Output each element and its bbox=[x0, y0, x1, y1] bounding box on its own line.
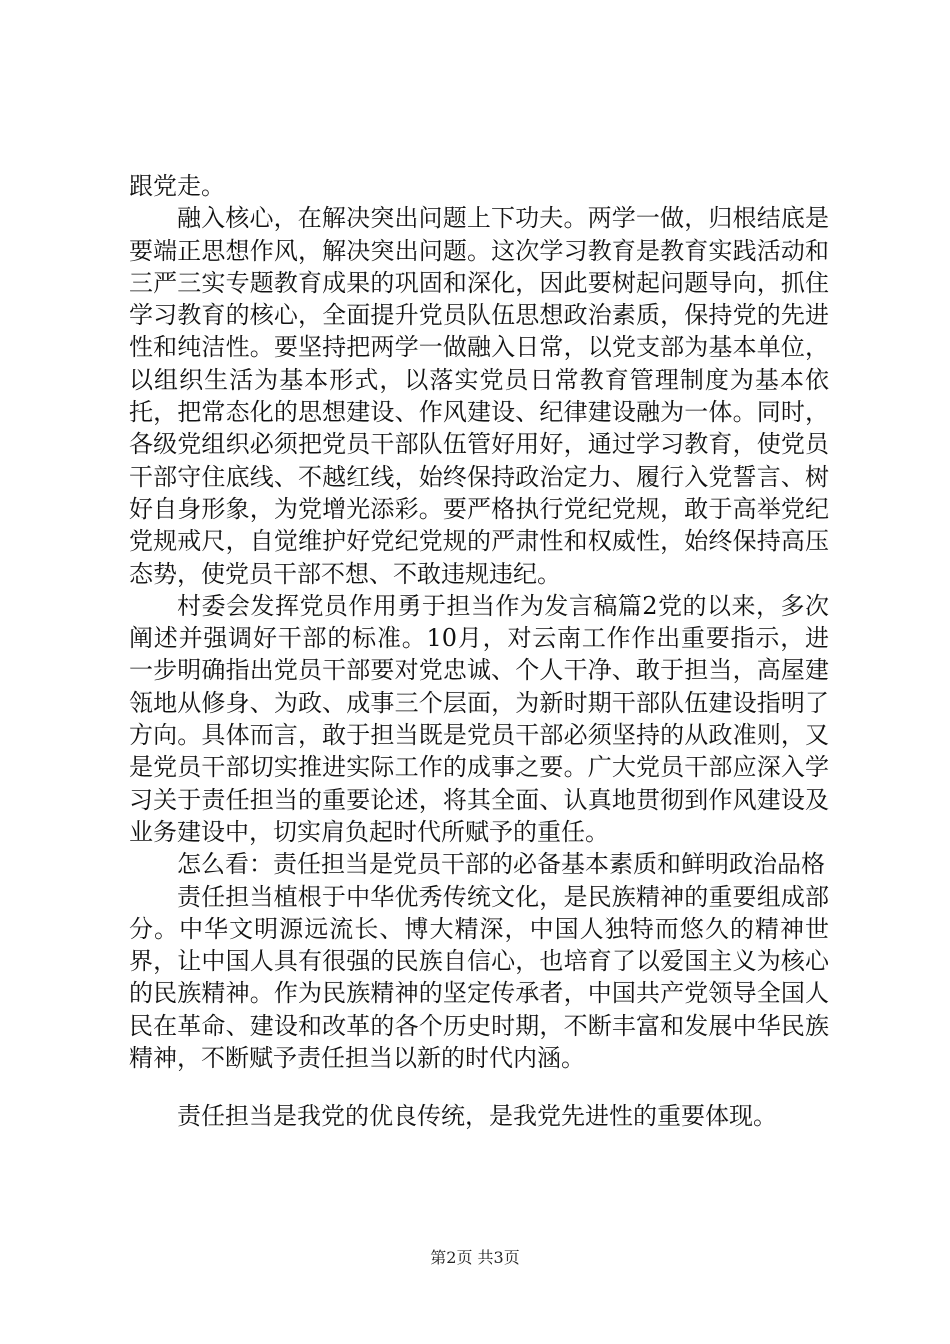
page-number-footer: 第2页 共3页 bbox=[430, 1248, 520, 1267]
document-body bbox=[129, 170, 829, 1133]
section-heading: 怎么看：责任担当是党员干部的必备基本素质和鲜明政治品格 bbox=[177, 850, 825, 879]
paragraph-2: 融入核心，在解决突出问题上下功夫。两学一做，归根结底是要端正思想作风，解决突出问题。这次学习教育是教育实践活动和三严三实专题教育成果的巩固和深化，因此要树起问题导向，抓住学习教育的核心，全面提升党员队伍思想政治素质，保持党的先进性和纯洁性。要坚持把两学一做融入日常，以党支部为基本单位，以组织生活为基本形式，以落实党员日常教育管理制度为基本依托，把常态化的思想建设、作风建设、纪律建设融为一体。同时，各级党组织必须把党员干部队伍管好用好，通过学习教育，使党员干部守住底线、不越红线，始终保持政治定力、履行入党誓言、树好自身形象，为党增光添彩。要严格执行党纪党规，敢于高举党纪党规戒尺，自觉维护好党纪党规的严肃性和权威性，始终保持高压态势，使党员干部不想、不敢违规违纪。 bbox=[129, 204, 829, 588]
paragraph-5: 责任担当是我党的优良传统，是我党先进性的重要体现。 bbox=[177, 1102, 777, 1131]
paragraph-3: 村委会发挥党员作用勇于担当作为发言稿篇2党的以来，多次阐述并强调好干部的标准。10月，对云南工作作出重要指示，进一步明确指出党员干部要对党忠诚、个人干净、敢于担当，高屋建瓴地从修身、为政、成事三个层面，为新时期干部队伍建设指明了方向。具体而言，敢于担当既是党员干部必须坚持的从政准则，又是党员干部切实推进实际工作的成事之要。广大党员干部应深入学习关于责任担当的重要论述，将其全面、认真地贯彻到作风建设及业务建设中，切实肩负起时代所赋予的重任。 bbox=[129, 591, 829, 846]
paragraph-1: 跟党走。 bbox=[129, 172, 225, 200]
paragraph-4: 责任担当植根于中华优秀传统文化，是民族精神的重要组成部分。中华文明源远流长、博大精深，中国人独特而悠久的精神世界，让中国人具有很强的民族自信心，也培育了以爱国主义为核心的民族精神。作为民族精神的坚定传承者，中国共产党领导全国人民在革命、建设和改革的各个历史时期，不断丰富和发展中华民族精神，不断赋予责任担当以新的时代内涵。 bbox=[129, 882, 829, 1073]
